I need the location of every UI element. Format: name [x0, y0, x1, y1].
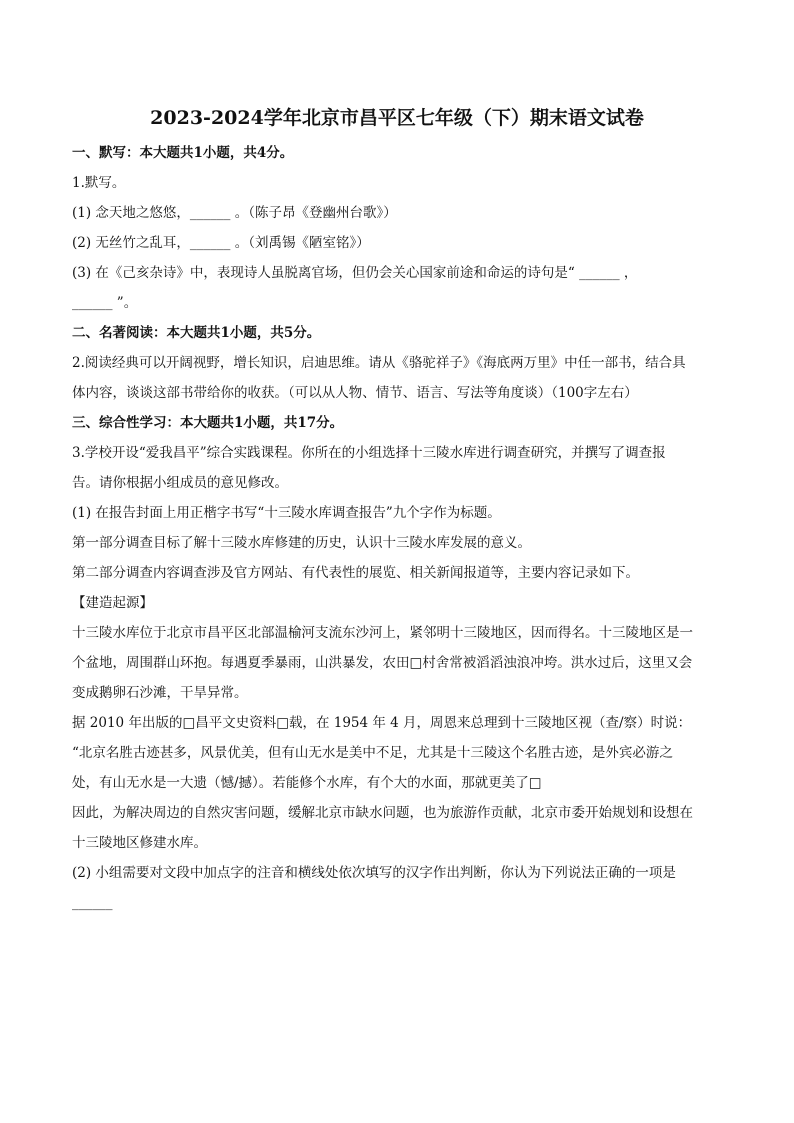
record-paragraph-line-3: 处，有山无水是一大遗（憾/撼）。若能修个水库，有个大的水面，那就更美了□	[72, 775, 542, 791]
question-3-line-2: 告。请你根据小组成员的意见修改。	[72, 475, 288, 491]
question-3-part-2: (2) 小组需要对文段中加点字的注音和横线处依次填写的汉字作出判断，你认为下列说法正确的一项是	[72, 865, 676, 881]
survey-part-1: 第一部分调查目标了解十三陵水库修建的历史，认识十三陵水库发展的意义。	[72, 535, 531, 551]
record-paragraph-line-1: 据 2010 年出版的□昌平文史资料□载，在 1954 年 4 月，周恩来总理到十三陵地区视（查/察）时说：	[72, 715, 692, 731]
origin-paragraph-line-2: 个盆地，周围群山环抱。每遇夏季暴雨，山洪暴发，农田□村舍常被滔滔浊浪冲垮。洪水过后，这里又会	[72, 655, 693, 671]
conclusion-paragraph-line-2: 十三陵地区修建水库。	[72, 835, 207, 851]
question-1-part-2: (2) 无丝竹之乱耳，______ 。（刘禹锡《陋室铭》）	[72, 235, 370, 251]
subheading-origin: 【建造起源】	[72, 595, 153, 611]
question-3-line-1: 3.学校开设“爱我昌平”综合实践课程。你所在的小组选择十三陵水库进行调查研究，并撰写了调查报	[72, 445, 666, 461]
section-heading-3: 三、综合性学习：本大题共1小题，共17分。	[72, 415, 344, 431]
answer-blank: ______	[72, 895, 113, 911]
document-body	[72, 138, 724, 918]
section-heading-2: 二、名著阅读：本大题共1小题，共5分。	[72, 325, 321, 341]
document-title: 2023-2024学年北京市昌平区七年级（下）期末语文试卷	[150, 107, 644, 129]
question-1-part-1: (1) 念天地之悠悠，______ 。（陈子昂《登幽州台歌》）	[72, 205, 397, 221]
question-3-part-1: (1) 在报告封面上用正楷字书写“十三陵水库调查报告”九个字作为标题。	[72, 505, 501, 521]
question-2-line-1: 2.阅读经典可以开阔视野，增长知识，启迪思维。请从《骆驼祥子》《海底两万里》中任一部书，结合具	[72, 355, 686, 371]
question-2-line-2: 体内容，谈谈这部书带给你的收获。（可以从人物、情节、语言、写法等角度谈）（100字左右）	[72, 385, 638, 401]
section-heading-1: 一、默写：本大题共1小题，共4分。	[72, 145, 294, 161]
origin-paragraph-line-3: 变成鹅卵石沙滩，干旱异常。	[72, 685, 248, 701]
question-1-part-3-cont: ______ ”。	[72, 295, 138, 311]
record-paragraph-line-2: “北京名胜古迹甚多，风景优美，但有山无水是美中不足，尤其是十三陵这个名胜古迹，是外宾必游之	[72, 745, 673, 761]
question-1-part-3: (3) 在《己亥杂诗》中，表现诗人虽脱离官场，但仍会关心国家前途和命运的诗句是“ ______ ，	[72, 265, 638, 281]
question-1-stem: 1.默写。	[72, 175, 126, 191]
conclusion-paragraph-line-1: 因此，为解决周边的自然灾害问题，缓解北京市缺水问题，也为旅游作贡献，北京市委开始规划和设想在	[72, 805, 693, 821]
origin-paragraph-line-1: 十三陵水库位于北京市昌平区北部温榆河支流东沙河上，紧邻明十三陵地区，因而得名。十三陵地区是一	[72, 625, 693, 641]
survey-part-2: 第二部分调查内容调查涉及官方网站、有代表性的展览、相关新闻报道等，主要内容记录如下。	[72, 565, 639, 581]
